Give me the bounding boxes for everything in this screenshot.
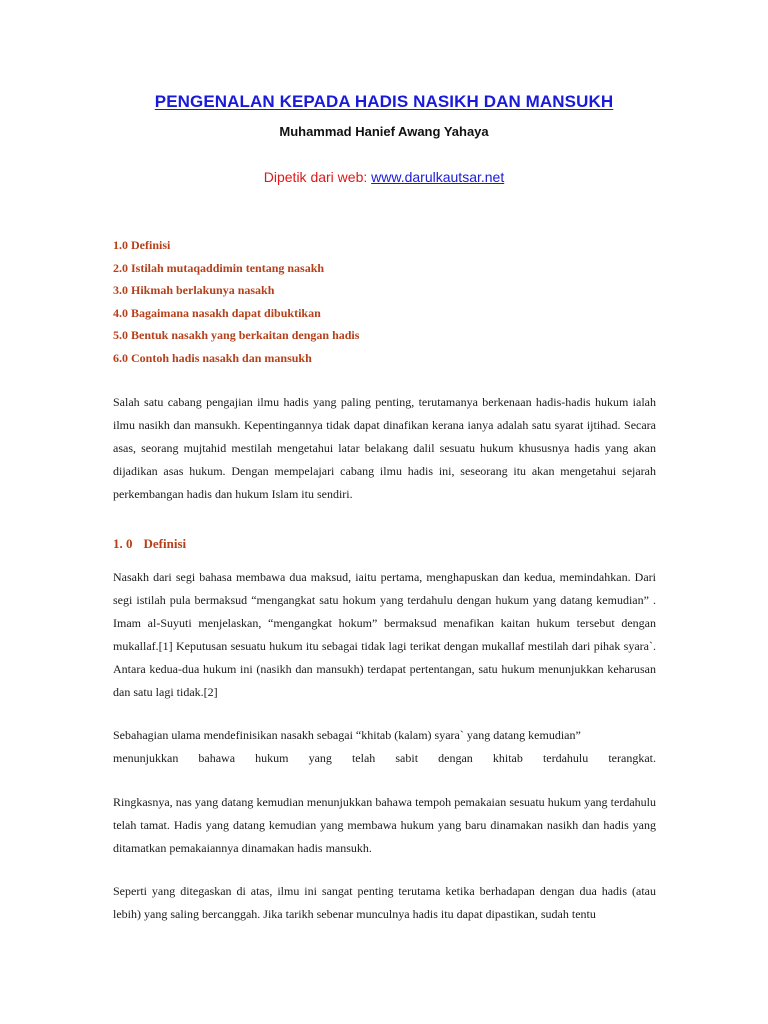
source-prefix: Dipetik dari web: bbox=[263, 169, 372, 185]
word: terangkat. bbox=[608, 751, 656, 765]
word: telah bbox=[351, 751, 376, 765]
definition-paragraph-2 bbox=[113, 724, 656, 770]
word: khitab bbox=[492, 751, 523, 765]
paragraph-line-text: Sebahagian ulama mendefinisikan nasakh sebagai “khitab (kalam) syara` yang datang kemudian” bbox=[113, 728, 581, 742]
toc-item-contoh[interactable]: 6.0 Contoh hadis nasakh dan mansukh bbox=[113, 350, 312, 365]
word: dengan bbox=[438, 751, 473, 765]
table-of-contents bbox=[113, 236, 359, 372]
word: yang bbox=[308, 751, 332, 765]
source-link[interactable]: www.darulkautsar.net bbox=[371, 169, 505, 185]
toc-item-hikmah[interactable]: 3.0 Hikmah berlakunya nasakh bbox=[113, 283, 275, 298]
word: hukum bbox=[255, 751, 289, 765]
section-title: Definisi bbox=[143, 536, 187, 551]
section-number: 1. 0 bbox=[113, 536, 133, 551]
word: terdahulu bbox=[542, 751, 589, 765]
definition-paragraph-1: Nasakh dari segi bahasa membawa dua maksud, iaitu pertama, menghapuskan dan kedua, memindahkan. Dari segi istilah pula bermaksud “mengangkat satu hokum yang terdahulu dengan hukum yang datang kemudian” . Imam al-Suyuti menjelaskan, “mengangkat hokum” bermaksud menafikan kaitan hukum tersebut dengan mukallaf.[1] Keputusan sesuatu hukum itu sebagai tidak lagi terikat dengan mukallaf mestilah dari pihak syara`. Antara kedua-dua hukum ini (nasikh dan mansukh) terdapat pertentangan, satu hukum menunjukkan keharusan dan satu lagi tidak.[2] bbox=[113, 570, 656, 699]
toc-item-definisi[interactable]: 1.0 Definisi bbox=[113, 238, 171, 252]
section-heading-definisi bbox=[113, 536, 186, 552]
paragraph-line-spread bbox=[113, 747, 656, 770]
word: bahawa bbox=[198, 751, 236, 765]
intro-paragraph: Salah satu cabang pengajian ilmu hadis yang paling penting, terutamanya berkenaan hadis-hadis hukum ialah ilmu nasikh dan mansukh. Kepentingannya tidak dapat dinafikan kerana ianya adalah satu syarat ijtihad. Secara asas, seorang mujtahid mestilah mengetahui latar belakang dalil sesuatu hukum khususnya hadis yang akan dijadikan asas hukum. Dengan mempelajari cabang ilmu hadis ini, seseorang itu akan mengetahui sejarah perkembangan hadis dan hukum Islam itu sendiri. bbox=[113, 395, 656, 501]
author-name: Muhammad Hanief Awang Yahaya bbox=[279, 124, 489, 139]
toc-item-bagaimana[interactable]: 4.0 Bagaimana nasakh dapat dibuktikan bbox=[113, 305, 321, 320]
toc-item-istilah[interactable]: 2.0 Istilah mutaqaddimin tentang nasakh bbox=[113, 260, 325, 275]
paragraph-line bbox=[113, 724, 656, 747]
definition-paragraph-4: Seperti yang ditegaskan di atas, ilmu ini sangat penting terutama ketika berhadapan dengan dua hadis (atau lebih) yang saling bercanggah. Jika tarikh sebenar munculnya hadis itu dapat dipastikan, sudah tentu bbox=[113, 884, 656, 921]
document-title: PENGENALAN KEPADA HADIS NASIKH DAN MANSUKH bbox=[154, 92, 614, 111]
word: sabit bbox=[395, 751, 419, 765]
source-line bbox=[0, 169, 768, 185]
definition-paragraph-3: Ringkasnya, nas yang datang kemudian menunjukkan bahawa tempoh pemakaian sesuatu hukum yang terdahulu telah tamat. Hadis yang datang kemudian yang membawa hukum yang baru dinamakan nasikh dan hadis yang ditamatkan pemakaiannya dinamakan hadis mansukh. bbox=[113, 795, 656, 855]
word: menunjukkan bbox=[113, 751, 179, 765]
toc-item-bentuk[interactable]: 5.0 Bentuk nasakh yang berkaitan dengan hadis bbox=[113, 328, 360, 343]
